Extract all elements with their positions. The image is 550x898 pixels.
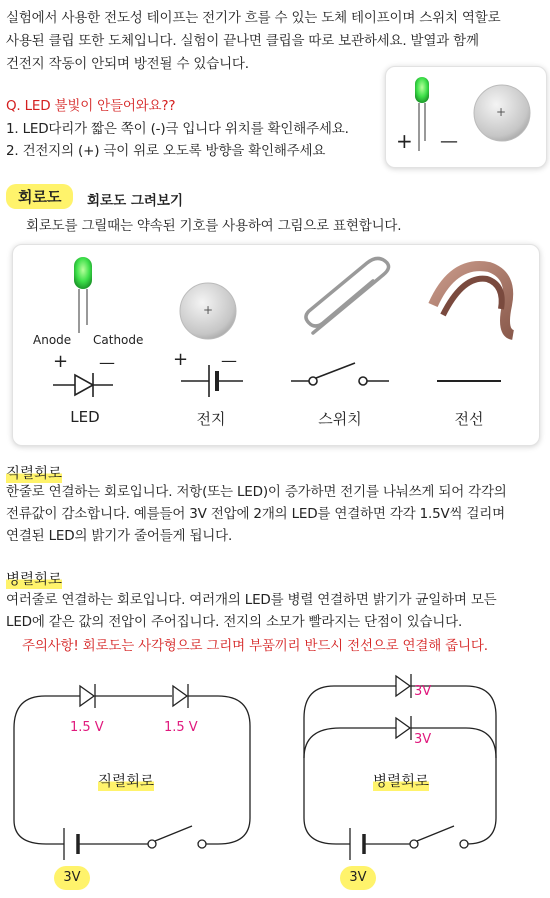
circuit-section-badge: 회로도 (6, 184, 73, 209)
battery-label: 전지 (196, 410, 226, 428)
circuit-section-subtitle: 회로도 그려보기 (87, 193, 183, 209)
battery-photo-plus: + (203, 303, 214, 317)
series-line-1: 한줄로 연결하는 회로입니다. 저항(또는 LED)이 증가하면 전기를 나눠쓰게 되어 각각의 (6, 484, 507, 500)
plus-sign: + (396, 129, 413, 153)
series-voltage-2: 1.5 V (164, 720, 198, 735)
symbol-panel (12, 244, 540, 446)
parallel-line-2: LED에 같은 값의 전압이 주어집니다. 전지의 소모가 빨라지는 단점이 있습니다. (6, 614, 463, 630)
circuit-section-description: 회로도를 그릴때는 약속된 기호를 사용하여 그림으로 표현합니다. (26, 218, 402, 234)
faq-answer-1: 1. LED다리가 짧은 쪽이 (-)극 입니다 위치를 확인해주세요. (6, 121, 349, 137)
warning-note: 주의사항! 회로도는 사각형으로 그리며 부품끼리 반드시 전선으로 연결해 줍니다. (22, 638, 488, 654)
series-battery-voltage: 3V (54, 866, 90, 890)
led-battery-figure (385, 66, 547, 168)
led-plus-mark: + (53, 351, 69, 372)
parallel-voltage-1: 3V (414, 684, 432, 699)
battery-symbol-plus: + (173, 349, 189, 370)
led-label: LED (70, 408, 100, 426)
parallel-battery-voltage: 3V (340, 866, 376, 890)
series-voltage-1: 1.5 V (70, 720, 104, 735)
intro-line-2: 사용된 클립 또한 도체입니다. 실험이 끝나면 클립을 따로 보관하세요. 발열과 함께 (6, 33, 479, 49)
switch-label: 스위치 (318, 410, 362, 428)
anode-label: Anode (33, 333, 72, 347)
series-diagram-label: 직렬회로 (98, 770, 154, 791)
minus-sign: — (440, 131, 458, 152)
faq-answer-2: 2. 건전지의 (+) 극이 위로 오도록 방향을 확인해주세요 (6, 143, 326, 159)
parallel-diagram-label: 병렬회로 (373, 770, 429, 791)
parallel-line-1: 여러줄로 연결하는 회로입니다. 여러개의 LED를 병렬 연결하면 밝기가 균일하며 모든 (6, 592, 497, 608)
series-title: 직렬회로 (6, 462, 62, 483)
faq-question: Q. LED 불빛이 안들어와요?? (6, 98, 176, 114)
intro-line-3: 건전지 작동이 안되며 방전될 수 있습니다. (6, 56, 249, 72)
battery-symbol-minus: — (221, 351, 237, 370)
intro-line-1: 실험에서 사용한 전도성 테이프는 전기가 흐를 수 있는 도체 테이프이며 스위치 역할로 (6, 10, 501, 26)
cathode-label: Cathode (93, 333, 144, 347)
wire-label: 전선 (454, 410, 484, 428)
parallel-title: 병렬회로 (6, 568, 62, 589)
led-minus-mark: — (99, 353, 115, 372)
parallel-voltage-2: 3V (414, 732, 432, 747)
series-line-3: 연결된 LED의 밝기가 줄어들게 됩니다. (6, 528, 233, 544)
battery-plus-mark: + (496, 105, 507, 119)
circuit-diagrams (0, 668, 550, 898)
series-line-2: 전류값이 감소합니다. 예를들어 3V 전압에 2개의 LED를 연결하면 각각 1.5V씩 걸리며 (6, 506, 505, 522)
